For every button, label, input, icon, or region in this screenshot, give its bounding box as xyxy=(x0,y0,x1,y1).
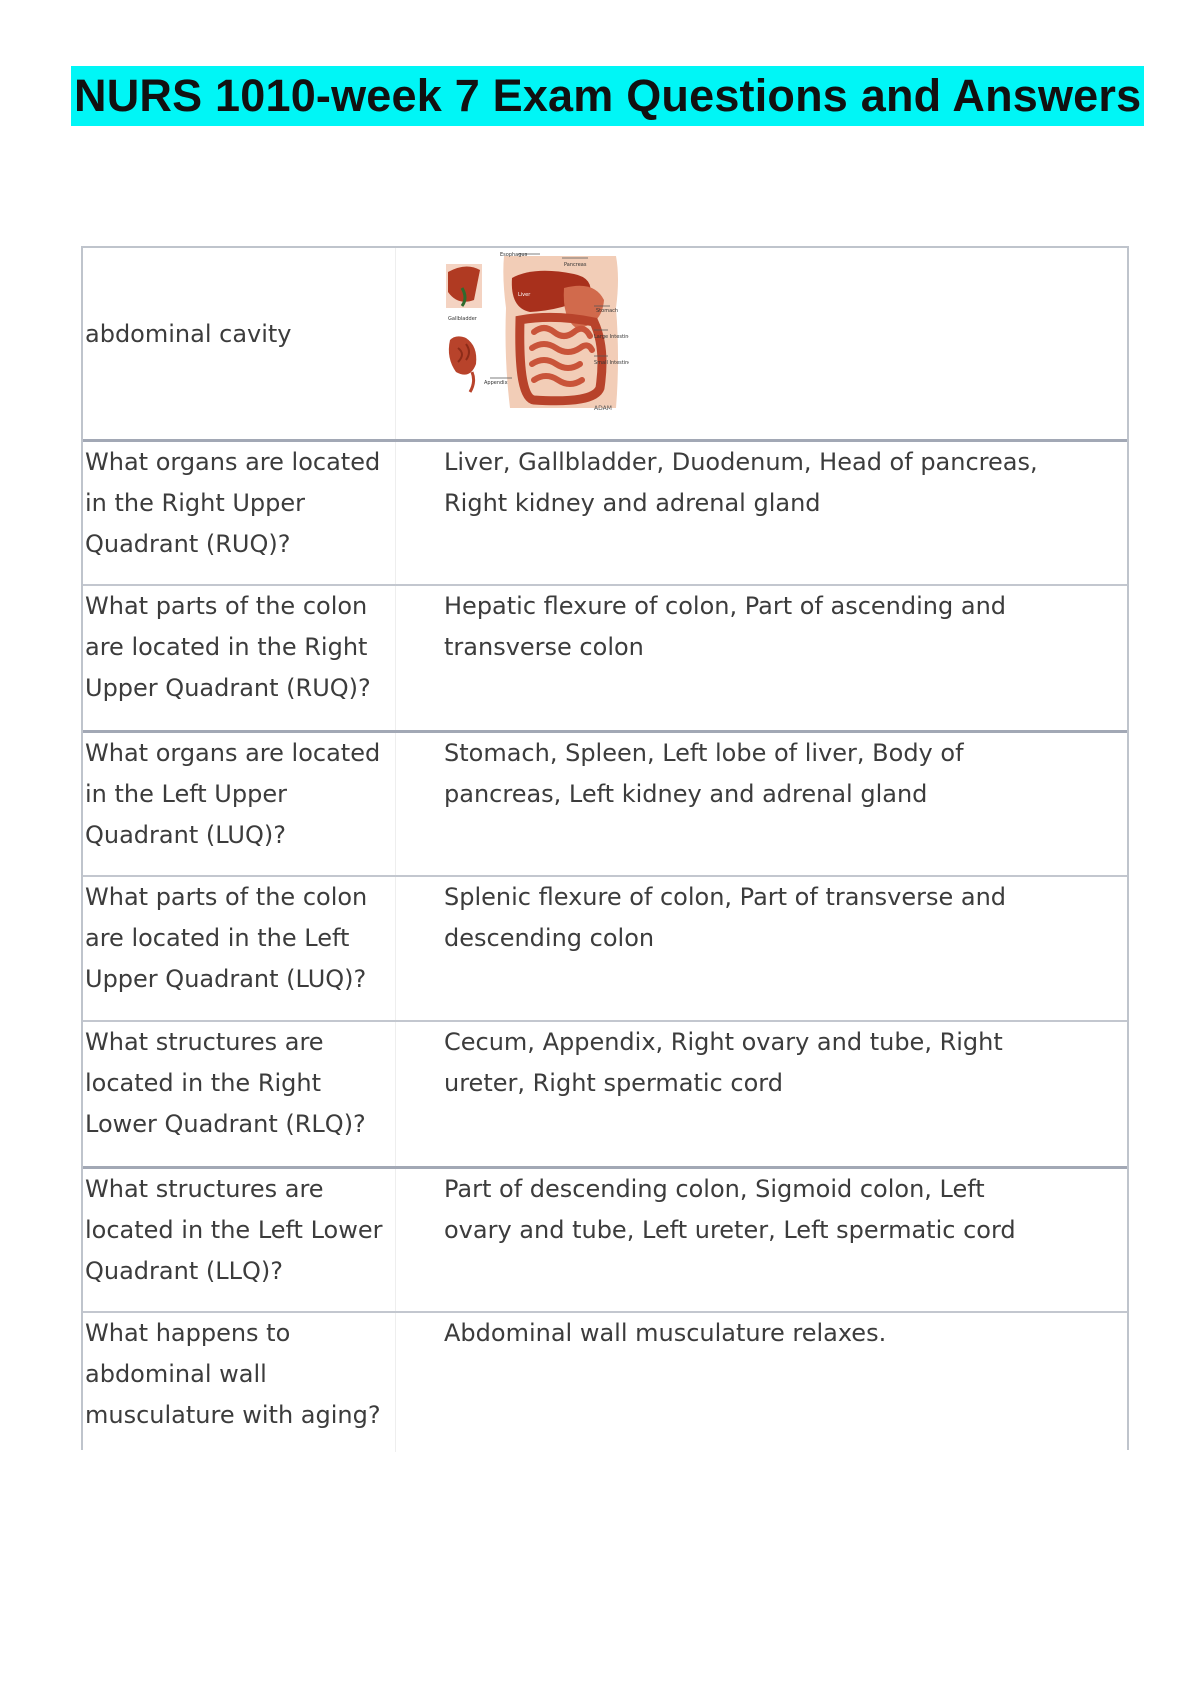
question-cell: What parts of the colon are located in the Right Upper Quadrant (RUQ)? xyxy=(85,592,371,702)
table-row xyxy=(83,730,1127,875)
column-divider xyxy=(395,1022,396,1166)
table-row xyxy=(83,1166,1127,1311)
answer-cell: Stomach, Spleen, Left lobe of liver, Body of pancreas, Left kidney and adrenal gland xyxy=(444,739,964,808)
figure-label-pancreas: Pancreas xyxy=(564,262,587,268)
figure-label-adam: ADAM xyxy=(594,405,612,412)
column-divider xyxy=(395,586,396,730)
table-row xyxy=(83,1020,1127,1166)
answer-cell: Part of descending colon, Sigmoid colon, Left ovary and tube, Left ureter, Left spermatic cord xyxy=(444,1175,1016,1244)
column-divider xyxy=(395,877,396,1020)
abdominal-anatomy-illustration xyxy=(444,248,629,413)
answer-cell: Hepatic flexure of colon, Part of ascending and transverse colon xyxy=(444,592,1007,661)
column-divider xyxy=(395,1169,396,1311)
figure-label-appendix: Appendix xyxy=(484,380,508,386)
figure-label-liver: Liver xyxy=(518,292,531,298)
question-cell: What structures are located in the Left Lower Quadrant (LLQ)? xyxy=(85,1175,383,1285)
title-block xyxy=(71,66,1144,126)
answer-cell: Splenic flexure of colon, Part of transverse and descending colon xyxy=(444,883,1007,952)
page-title: NURS 1010-week 7 Exam Questions and Answers xyxy=(71,66,1144,126)
figure-label-small-intestine: Small Intestine xyxy=(594,360,629,366)
figure-label-large-intestine: Large Intestine xyxy=(594,334,629,340)
question-cell: What happens to abdominal wall musculature with aging? xyxy=(85,1319,381,1429)
question-cell: abdominal cavity xyxy=(85,320,292,348)
question-cell: What organs are located in the Left Upper Quadrant (LUQ)? xyxy=(85,739,381,849)
answer-cell: Abdominal wall musculature relaxes. xyxy=(444,1319,887,1347)
table-row xyxy=(83,584,1127,730)
column-divider xyxy=(395,1313,396,1452)
column-divider xyxy=(395,442,396,584)
table-row xyxy=(83,439,1127,584)
column-divider xyxy=(395,733,396,875)
question-cell: What organs are located in the Right Upper Quadrant (RUQ)? xyxy=(85,448,381,558)
question-cell: What parts of the colon are located in the Left Upper Quadrant (LUQ)? xyxy=(85,883,368,993)
figure-label-stomach: Stomach xyxy=(596,308,619,314)
question-cell: What structures are located in the Right Lower Quadrant (RLQ)? xyxy=(85,1028,366,1138)
figure-label-esophagus: Esophagus xyxy=(500,252,528,258)
figure-label-gallbladder: Gallbladder xyxy=(448,316,477,322)
answer-cell: Cecum, Appendix, Right ovary and tube, Right ureter, Right spermatic cord xyxy=(444,1028,1003,1097)
table-row xyxy=(83,875,1127,1020)
column-divider xyxy=(395,248,396,439)
abdominal-anatomy-figure xyxy=(444,248,629,413)
answer-cell: Liver, Gallbladder, Duodenum, Head of pancreas, Right kidney and adrenal gland xyxy=(444,448,1038,517)
table-row xyxy=(83,248,1127,439)
qa-table xyxy=(81,246,1129,1450)
table-row xyxy=(83,1311,1127,1452)
